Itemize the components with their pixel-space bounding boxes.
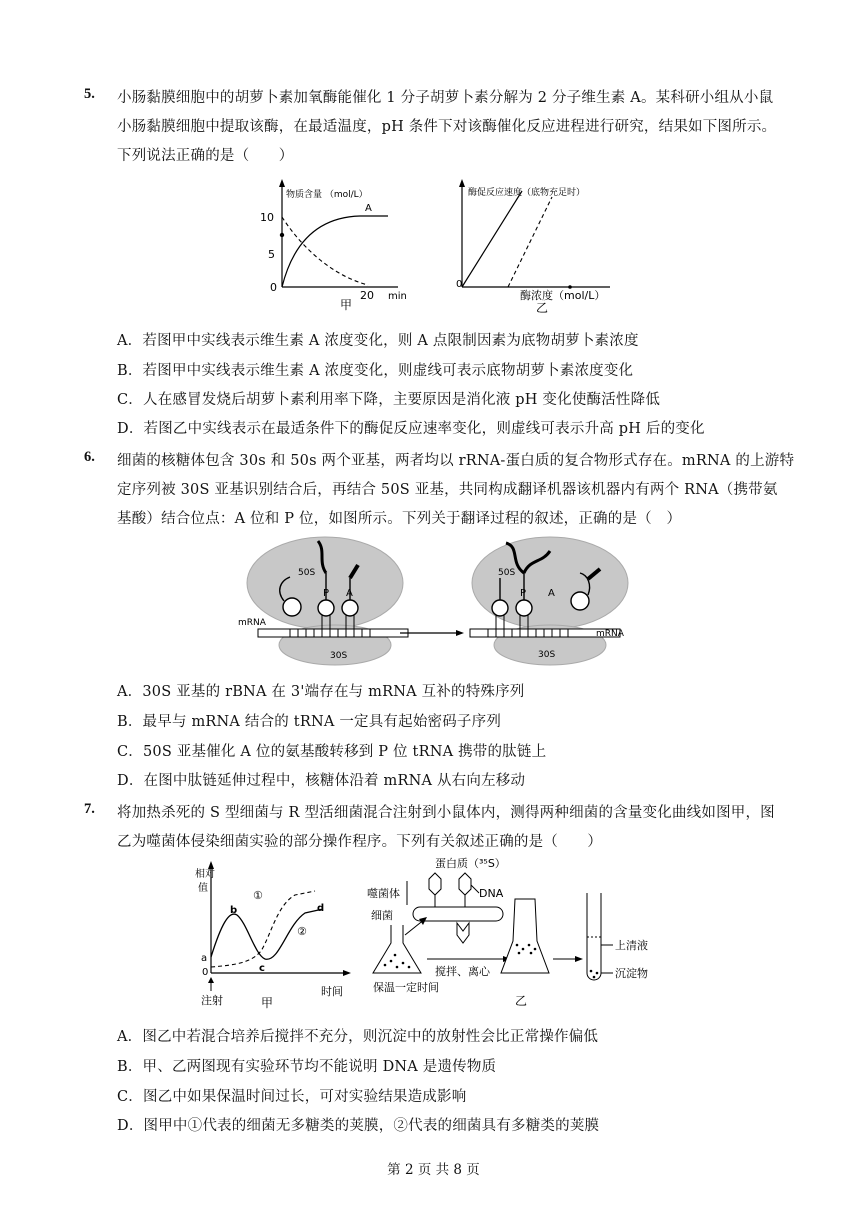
curve-label: A <box>365 203 372 214</box>
bacteria-label: 细菌 <box>371 909 393 922</box>
inject-label: 注射 <box>201 994 223 1007</box>
x-unit-label: min <box>388 291 407 302</box>
caption: 乙 <box>515 994 528 1008</box>
option-c[interactable]: C．人在感冒发烧后胡萝卜素利用率下降，主要原因是消化液 pH 变化使酶活性降低 <box>117 392 661 408</box>
test-tube <box>587 893 601 980</box>
stir-label: 搅拌、离心 <box>435 965 490 978</box>
y-tick-label: 10 <box>260 211 274 224</box>
ribosome-left <box>238 537 408 665</box>
arrow-head <box>456 630 464 636</box>
mrna-strand <box>258 629 408 637</box>
dna-label: DNA <box>479 887 504 900</box>
caption: 甲 <box>340 298 353 312</box>
question-number: 6. <box>84 449 95 465</box>
y-tick-label: 0 <box>270 281 277 294</box>
question-text-line: 将加热杀死的 S 型细菌与 R 型活细菌混合注射到小鼠体内，测得两种细菌的含量变化曲线如图甲，图 <box>117 805 775 821</box>
small-subunit-label: 30S <box>330 651 348 661</box>
small-subunit-label: 30S <box>538 650 556 660</box>
y-tick-label: 5 <box>268 248 275 261</box>
question-text-line: 小肠黏膜细胞中提取该酶，在最适温度，pH 条件下对该酶催化反应进程进行研究，结果如下图所示。 <box>117 119 777 135</box>
option-b[interactable]: B．若图甲中实线表示维生素 A 浓度变化，则虚线可表示底物胡萝卜素浓度变化 <box>117 363 634 379</box>
option-d[interactable]: D．若图乙中实线表示在最适条件下的酶促反应速率变化，则虚线可表示升高 pH 后的变化 <box>117 421 705 437</box>
y-axis-label: 相对 <box>195 869 215 880</box>
option-b[interactable]: B．最早与 mRNA 结合的 tRNA 一定具有起始密码子序列 <box>117 714 502 730</box>
point-a <box>280 233 284 237</box>
graph-yi <box>456 179 610 315</box>
mrna-label: mRNA <box>596 629 624 639</box>
solid-curve <box>282 216 388 287</box>
a-site-label: A <box>346 588 353 599</box>
x-axis-label: 时间 <box>321 985 343 998</box>
mrna-label: mRNA <box>238 618 266 628</box>
option-d[interactable]: D．图甲中①代表的细菌无多糖类的荚膜，②代表的细菌具有多糖类的荚膜 <box>117 1118 600 1134</box>
supernatant-label: 上清液 <box>615 939 648 952</box>
incubate-label: 保温一定时间 <box>373 981 439 994</box>
question-text-line: 乙为噬菌体侵染细菌实验的部分操作程序。下列有关叙述正确的是（ ） <box>117 834 603 850</box>
solid-line <box>462 191 522 287</box>
origin-label: 0 <box>202 967 209 978</box>
phage-label: 噬菌体 <box>367 887 400 900</box>
protein-label: 蛋白质（³⁵S） <box>435 857 506 870</box>
x-axis-label: 酶浓度（mol/L） <box>520 289 606 302</box>
bacterium-shape <box>413 907 503 921</box>
y-axis-label: 值 <box>198 883 208 894</box>
question-text-line: 定序列被 30S 亚基识别结合后，再结合 50S 亚基，共同构成翻译机器该机器内有两个 RNA（携带氨 <box>117 482 778 498</box>
question-text-line: 下列说法正确的是（ ） <box>117 148 294 164</box>
origin-label: 0 <box>456 279 463 290</box>
question-text-line: 基酸）结合位点：A 位和 P 位，如图所示。下列关于翻译过程的叙述，正确的是（ ） <box>117 511 682 527</box>
y-axis-label: 物质含量 （mol/L） <box>286 190 368 200</box>
diagram-yi <box>367 856 648 1008</box>
curve-2-label: ② <box>297 925 307 938</box>
question-number: 7. <box>84 801 95 817</box>
q7-figure <box>195 855 685 1015</box>
graph-jia <box>195 861 351 1010</box>
point-c-label: c <box>259 963 265 974</box>
point-a-label: a <box>201 953 208 964</box>
page-footer: 第 2 页 共 8 页 <box>387 1162 480 1178</box>
question-text-line: 小肠黏膜细胞中的胡萝卜素加氧酶能催化 1 分子胡萝卜素分解为 2 分子维生素 A。某科研小组从小鼠 <box>117 90 774 106</box>
caption: 甲 <box>261 996 274 1010</box>
q6-figure <box>230 533 650 673</box>
option-c[interactable]: C．50S 亚基催化 A 位的氨基酸转移到 P 位 tRNA 携带的肽链上 <box>117 744 547 760</box>
option-c[interactable]: C．图乙中如果保温时间过长，可对实验结果造成影响 <box>117 1089 467 1105</box>
option-a[interactable]: A．若图甲中实线表示维生素 A 浓度变化，则 A 点限制因素为底物胡萝卜素浓度 <box>117 333 639 349</box>
dashed-line <box>508 197 552 287</box>
ribosome-right <box>470 537 628 665</box>
sediment-label: 沉淀物 <box>615 967 648 980</box>
option-d[interactable]: D．在图中肽链延伸过程中，核糖体沿着 mRNA 从右向左移动 <box>117 773 526 789</box>
p-site-label: P <box>323 588 330 599</box>
option-a[interactable]: A．图乙中若混合培养后搅拌不充分，则沉淀中的放射性会比正常操作偏低 <box>117 1029 599 1045</box>
q5-figure <box>250 175 630 315</box>
option-a[interactable]: A．30S 亚基的 rBNA 在 3'端存在与 mRNA 互补的特殊序列 <box>117 684 525 700</box>
y-axis-label: 酶促反应速度（底物充足时） <box>468 188 586 198</box>
point-b-label: b <box>230 905 238 916</box>
x-tick-label: 20 <box>360 289 374 302</box>
large-subunit-label: 50S <box>498 568 516 578</box>
option-b[interactable]: B．甲、乙两图现有实验环节均不能说明 DNA 是遗传物质 <box>117 1059 497 1075</box>
question-number: 5. <box>84 86 95 102</box>
graph-jia <box>260 179 407 312</box>
question-text-line: 细菌的核糖体包含 30s 和 50s 两个亚基，两者均以 rRNA-蛋白质的复合物形式存在。mRNA 的上游特 <box>117 453 795 469</box>
centrifuge-tube <box>501 899 549 973</box>
curve-1-label: ① <box>253 889 263 902</box>
caption: 乙 <box>536 301 549 315</box>
large-subunit-label: 50S <box>298 568 316 578</box>
point-d-label: d <box>317 903 325 914</box>
p-site-label: P <box>520 588 527 599</box>
a-site-label: A <box>548 588 555 599</box>
dashed-curve <box>282 217 368 285</box>
